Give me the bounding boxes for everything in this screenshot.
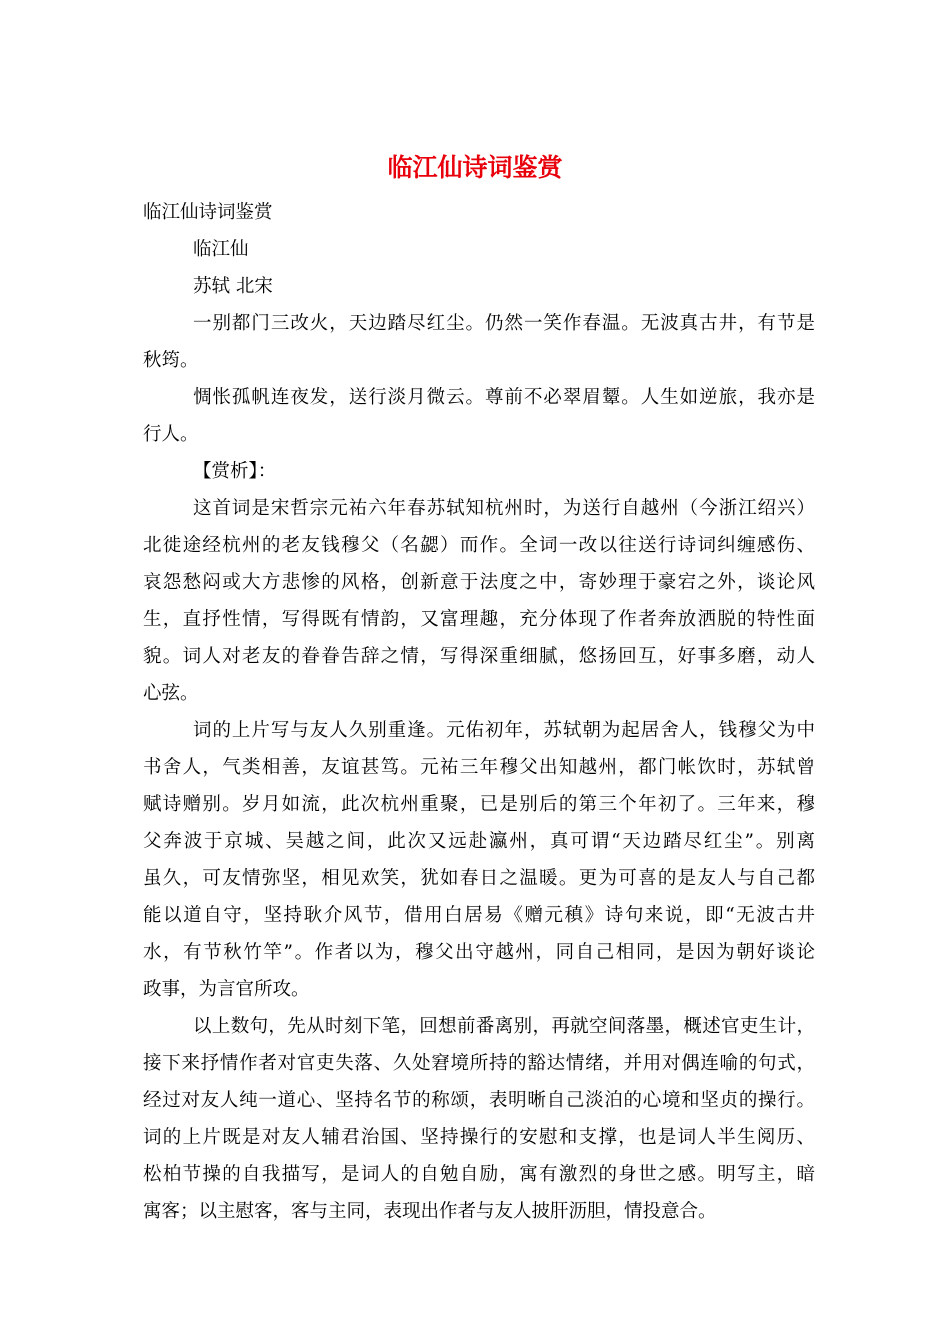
text-line: 能以道自守，坚持耿介风节，借用白居易《赠元稹》诗句来说，即“无波古井: [143, 905, 815, 926]
text-line: 虽久，可友情弥坚，相见欢笑，犹如春日之温暖。更为可喜的是友人与自己都: [143, 868, 815, 889]
text-line: 临江仙: [193, 239, 249, 260]
text-line: 赋诗赠别。岁月如流，此次杭州重聚，已是别后的第三个年初了。三年来，穆: [143, 794, 815, 815]
text-line: 水，有节秋竹竿”。作者以为，穆父出守越州，同自己相同，是因为朝好谈论: [143, 942, 815, 963]
text-line: 生，直抒性情，写得既有情韵，又富理趣，充分体现了作者奔放洒脱的特性面: [143, 609, 815, 630]
text-line: 貌。词人对老友的眷眷告辞之情，写得深重细腻，悠扬回互，好事多磨，动人: [143, 646, 815, 667]
text-line: 书舍人，气类相善，友谊甚笃。元祐三年穆父出知越州，都门帐饮时，苏轼曾: [143, 757, 815, 778]
text-line: 秋筠。: [143, 350, 199, 371]
text-line: 这首词是宋哲宗元祐六年春苏轼知杭州时，为送行自越州（今浙江绍兴）: [193, 498, 815, 519]
text-line: 政事，为言官所攻。: [143, 979, 310, 1000]
text-line: 惆怅孤帆连夜发，送行淡月微云。尊前不必翠眉颦。人生如逆旅，我亦是: [193, 387, 815, 408]
text-line: 寓客；以主慰客，客与主同，表现出作者与友人披肝沥胆，情投意合。: [143, 1201, 717, 1222]
text-line: 词的上片既是对友人辅君治国、坚持操行的安慰和支撑，也是词人半生阅历、: [143, 1127, 815, 1148]
text-line: 苏轼 北宋: [193, 276, 273, 297]
text-line: 【赏析】：: [193, 461, 277, 482]
text-line: 北徙途经杭州的老友钱穆父（名勰）而作。全词一改以往送行诗词纠缠感伤、: [143, 535, 815, 556]
text-line: 词的上片写与友人久别重逢。元佑初年，苏轼朝为起居舍人，钱穆父为中: [193, 720, 815, 741]
document-title: 临江仙诗词鉴赏: [387, 153, 563, 182]
text-line: 父奔波于京城、吴越之间，此次又远赴瀛州，真可谓“天边踏尽红尘”。别离: [143, 831, 815, 852]
text-line: 经过对友人纯一道心、坚持名节的称颂，表明晰自己淡泊的心境和坚贞的操行。: [143, 1090, 815, 1111]
document-body: [143, 194, 815, 1230]
text-line: 临江仙诗词鉴赏: [143, 202, 273, 223]
text-line: 接下来抒情作者对官吏失落、久处窘境所持的豁达情绪，并用对偶连喻的句式，: [143, 1053, 815, 1074]
text-line: 以上数句，先从时刻下笔，回想前番离别，再就空间落墨，概述官吏生计，: [193, 1016, 815, 1037]
text-line: 一别都门三改火，天边踏尽红尘。仍然一笑作春温。无波真古井，有节是: [193, 313, 815, 334]
text-line: 松柏节操的自我描写，是词人的自勉自励，寓有激烈的身世之感。明写主，暗: [143, 1164, 815, 1185]
text-line: 心弦。: [143, 683, 199, 704]
text-line: 行人。: [143, 424, 199, 445]
text-line: 哀怨愁闷或大方悲惨的风格，创新意于法度之中，寄妙理于豪宕之外，谈论风: [143, 572, 815, 593]
